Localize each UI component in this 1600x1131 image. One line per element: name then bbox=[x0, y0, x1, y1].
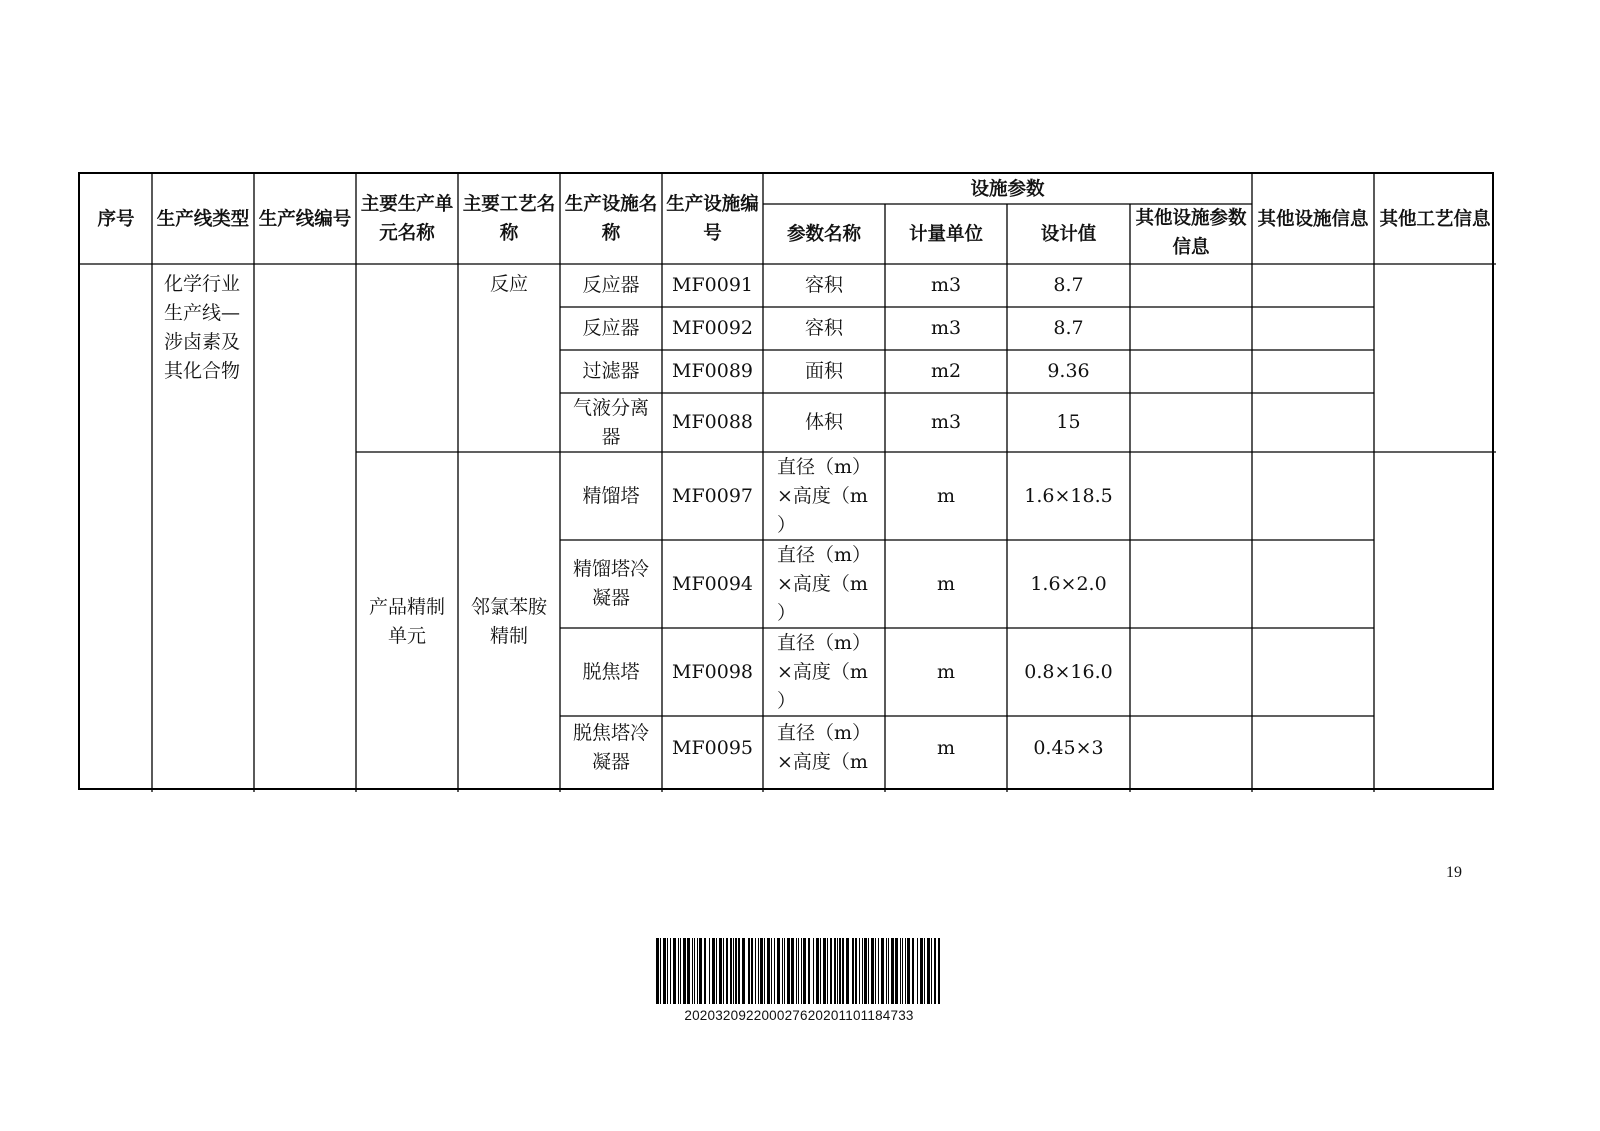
barcode-bar bbox=[920, 938, 923, 1004]
barcode-bar bbox=[875, 938, 876, 1004]
facility-code: MF0094 bbox=[672, 572, 753, 595]
barcode-bar bbox=[830, 938, 832, 1004]
barcode-bar bbox=[798, 938, 799, 1004]
barcode-bar bbox=[758, 938, 759, 1004]
barcode-bar bbox=[709, 938, 710, 1004]
barcode-bar bbox=[787, 938, 790, 1004]
barcode-bar bbox=[730, 938, 732, 1004]
barcode-bar bbox=[859, 938, 860, 1004]
design-value: 0.8×16.0 bbox=[1024, 660, 1113, 683]
table-row bbox=[560, 393, 1130, 452]
design-value: 0.45×3 bbox=[1033, 736, 1104, 759]
header-other-process: 其他工艺信息 bbox=[1379, 208, 1491, 230]
barcode-bar bbox=[862, 938, 863, 1004]
barcode-bar bbox=[683, 938, 686, 1004]
barcode-bar bbox=[699, 938, 702, 1004]
header-process-name: 主要工艺名 称 bbox=[462, 194, 556, 244]
facility-table bbox=[78, 172, 1494, 790]
header-unit: 计量单位 bbox=[908, 223, 983, 245]
barcode-bar bbox=[855, 938, 857, 1004]
barcode-bar bbox=[888, 938, 889, 1004]
table-row bbox=[560, 350, 1130, 393]
barcode-bar bbox=[726, 938, 728, 1004]
design-value: 9.36 bbox=[1047, 360, 1090, 382]
param-name: 容积 bbox=[804, 317, 843, 339]
barcode-bar bbox=[663, 938, 666, 1004]
facility-code: MF0098 bbox=[672, 660, 753, 683]
barcode-bar bbox=[791, 938, 794, 1004]
barcode-bar bbox=[784, 938, 785, 1004]
barcode-bar bbox=[673, 938, 676, 1004]
facility-code: MF0097 bbox=[672, 484, 753, 507]
header-facility-no: 生产设施编 号 bbox=[666, 194, 759, 244]
barcode-bar bbox=[902, 938, 903, 1004]
barcode-bar bbox=[723, 938, 724, 1004]
page-number: 19 bbox=[1446, 864, 1462, 881]
param-name: 直径（m） ×高度（m ） bbox=[777, 455, 872, 536]
facility-name: 气液分离 器 bbox=[572, 396, 649, 448]
barcode-bar bbox=[907, 938, 910, 1004]
header-design-value: 设计值 bbox=[1040, 223, 1097, 245]
barcode-bar bbox=[839, 938, 841, 1004]
barcode-bar bbox=[808, 938, 810, 1004]
barcode-bar bbox=[846, 938, 849, 1004]
design-value: 1.6×2.0 bbox=[1030, 572, 1107, 595]
param-unit: m bbox=[936, 572, 956, 595]
barcode-bar bbox=[748, 938, 750, 1004]
barcode-bar bbox=[774, 938, 775, 1004]
barcode-bar bbox=[704, 938, 706, 1004]
barcode-bar bbox=[670, 938, 671, 1004]
barcode-bar bbox=[760, 938, 763, 1004]
param-name: 直径（m） ×高度（m ） bbox=[777, 631, 872, 712]
barcode-bar bbox=[678, 938, 679, 1004]
table-row bbox=[560, 628, 1130, 716]
unit-name-cell-2: 产品精制 单元 bbox=[368, 596, 445, 647]
process-cell-1: 反应 bbox=[489, 273, 528, 295]
barcode-bar bbox=[927, 938, 930, 1004]
facility-name: 脱焦塔冷 凝器 bbox=[572, 722, 649, 773]
barcode-bar bbox=[827, 938, 828, 1004]
design-value: 8.7 bbox=[1053, 317, 1084, 339]
barcode-bar bbox=[719, 938, 722, 1004]
barcode-bar bbox=[803, 938, 806, 1004]
facility-name: 反应器 bbox=[582, 274, 640, 296]
barcode-bar bbox=[934, 938, 936, 1004]
barcode-bar bbox=[823, 938, 826, 1004]
barcode-bar bbox=[692, 938, 693, 1004]
facility-name: 精馏塔冷 凝器 bbox=[572, 558, 649, 609]
header-other-param: 其他设施参数 信息 bbox=[1135, 208, 1247, 258]
barcode-bar bbox=[868, 938, 869, 1004]
param-name: 直径（m） ×高度（m bbox=[777, 722, 872, 773]
barcode-bar bbox=[742, 938, 745, 1004]
barcode-bar bbox=[751, 938, 753, 1004]
barcode-bar bbox=[813, 938, 814, 1004]
barcode-bar bbox=[767, 938, 770, 1004]
facility-code: MF0091 bbox=[672, 274, 753, 296]
barcode-bar bbox=[938, 938, 940, 1004]
barcode-bar bbox=[900, 938, 901, 1004]
param-name: 直径（m） ×高度（m ） bbox=[777, 543, 872, 624]
barcode-bar bbox=[712, 938, 715, 1004]
header-other-facility: 其他设施信息 bbox=[1257, 208, 1369, 230]
process-cell-2: 邻氯苯胺 精制 bbox=[470, 596, 547, 647]
facility-code: MF0092 bbox=[672, 317, 753, 339]
barcode-bar bbox=[801, 938, 802, 1004]
barcode-bar bbox=[871, 938, 874, 1004]
design-value: 8.7 bbox=[1053, 274, 1084, 296]
barcode-bar bbox=[891, 938, 894, 1004]
barcode-bar bbox=[834, 938, 836, 1004]
barcode-bar bbox=[733, 938, 734, 1004]
barcode-bar bbox=[905, 938, 906, 1004]
barcode-bar bbox=[755, 938, 756, 1004]
barcode-bar bbox=[687, 938, 690, 1004]
facility-name: 精馏塔 bbox=[582, 484, 640, 507]
barcode-bar bbox=[931, 938, 932, 1004]
barcode-bar bbox=[886, 938, 887, 1004]
line-type-cell: 化学行业 生产线— 涉卤素及 其化合物 bbox=[164, 273, 241, 382]
facility-name: 过滤器 bbox=[582, 360, 640, 382]
header-seq: 序号 bbox=[97, 208, 135, 230]
barcode-bar bbox=[660, 938, 661, 1004]
param-unit: m3 bbox=[930, 274, 962, 296]
barcode-bar bbox=[697, 938, 698, 1004]
param-unit: m bbox=[936, 484, 956, 507]
header-facility-name: 生产设施名 称 bbox=[564, 194, 658, 244]
barcode-bar bbox=[852, 938, 854, 1004]
facility-code: MF0089 bbox=[672, 360, 753, 382]
barcode-bar bbox=[735, 938, 737, 1004]
table-row bbox=[560, 716, 1130, 790]
param-name: 容积 bbox=[804, 274, 843, 296]
header-param-name: 参数名称 bbox=[786, 223, 861, 245]
barcode-bar bbox=[680, 938, 681, 1004]
table-row bbox=[560, 264, 1130, 307]
param-name: 体积 bbox=[804, 411, 843, 433]
barcode-bar bbox=[924, 938, 925, 1004]
barcode-bar bbox=[782, 938, 783, 1004]
param-unit: m3 bbox=[930, 411, 962, 433]
facility-code: MF0095 bbox=[672, 736, 753, 759]
param-name: 面积 bbox=[804, 360, 843, 382]
facility-name: 脱焦塔 bbox=[582, 660, 640, 683]
barcode-bar bbox=[764, 938, 765, 1004]
barcode-bar bbox=[842, 938, 844, 1004]
header-line-type: 生产线类型 bbox=[156, 208, 250, 230]
param-unit: m bbox=[936, 736, 956, 759]
barcode-bar bbox=[777, 938, 780, 1004]
param-unit: m bbox=[936, 660, 956, 683]
barcode-bar bbox=[895, 938, 898, 1004]
table-row bbox=[560, 452, 1130, 540]
table-row bbox=[560, 307, 1130, 350]
design-value: 1.6×18.5 bbox=[1024, 484, 1113, 507]
barcode-bar bbox=[878, 938, 879, 1004]
barcode-bar bbox=[864, 938, 867, 1004]
barcode-bar bbox=[771, 938, 772, 1004]
barcode-bar bbox=[881, 938, 884, 1004]
barcode-text: 202032092200027620201101184733 bbox=[684, 1008, 914, 1023]
barcode-bar bbox=[694, 938, 695, 1004]
barcode-image bbox=[656, 938, 942, 1004]
header-unit-name: 主要生产单 元名称 bbox=[360, 194, 454, 244]
table-row bbox=[560, 540, 1130, 628]
barcode-bar bbox=[656, 938, 659, 1004]
facility-name: 反应器 bbox=[582, 317, 640, 339]
header-params-group: 设施参数 bbox=[970, 178, 1045, 200]
barcode-bar bbox=[716, 938, 717, 1004]
barcode-bar bbox=[917, 938, 918, 1004]
barcode-bar bbox=[816, 938, 819, 1004]
param-unit: m3 bbox=[930, 317, 962, 339]
param-unit: m2 bbox=[930, 360, 962, 382]
facility-code: MF0088 bbox=[672, 411, 753, 433]
barcode-bar bbox=[738, 938, 740, 1004]
barcode-bar bbox=[912, 938, 914, 1004]
barcode-bar bbox=[837, 938, 838, 1004]
barcode-bar bbox=[820, 938, 821, 1004]
barcode-bar bbox=[796, 938, 797, 1004]
header-line-no: 生产线编号 bbox=[258, 208, 352, 230]
design-value: 15 bbox=[1056, 411, 1081, 433]
barcode-bar bbox=[667, 938, 668, 1004]
